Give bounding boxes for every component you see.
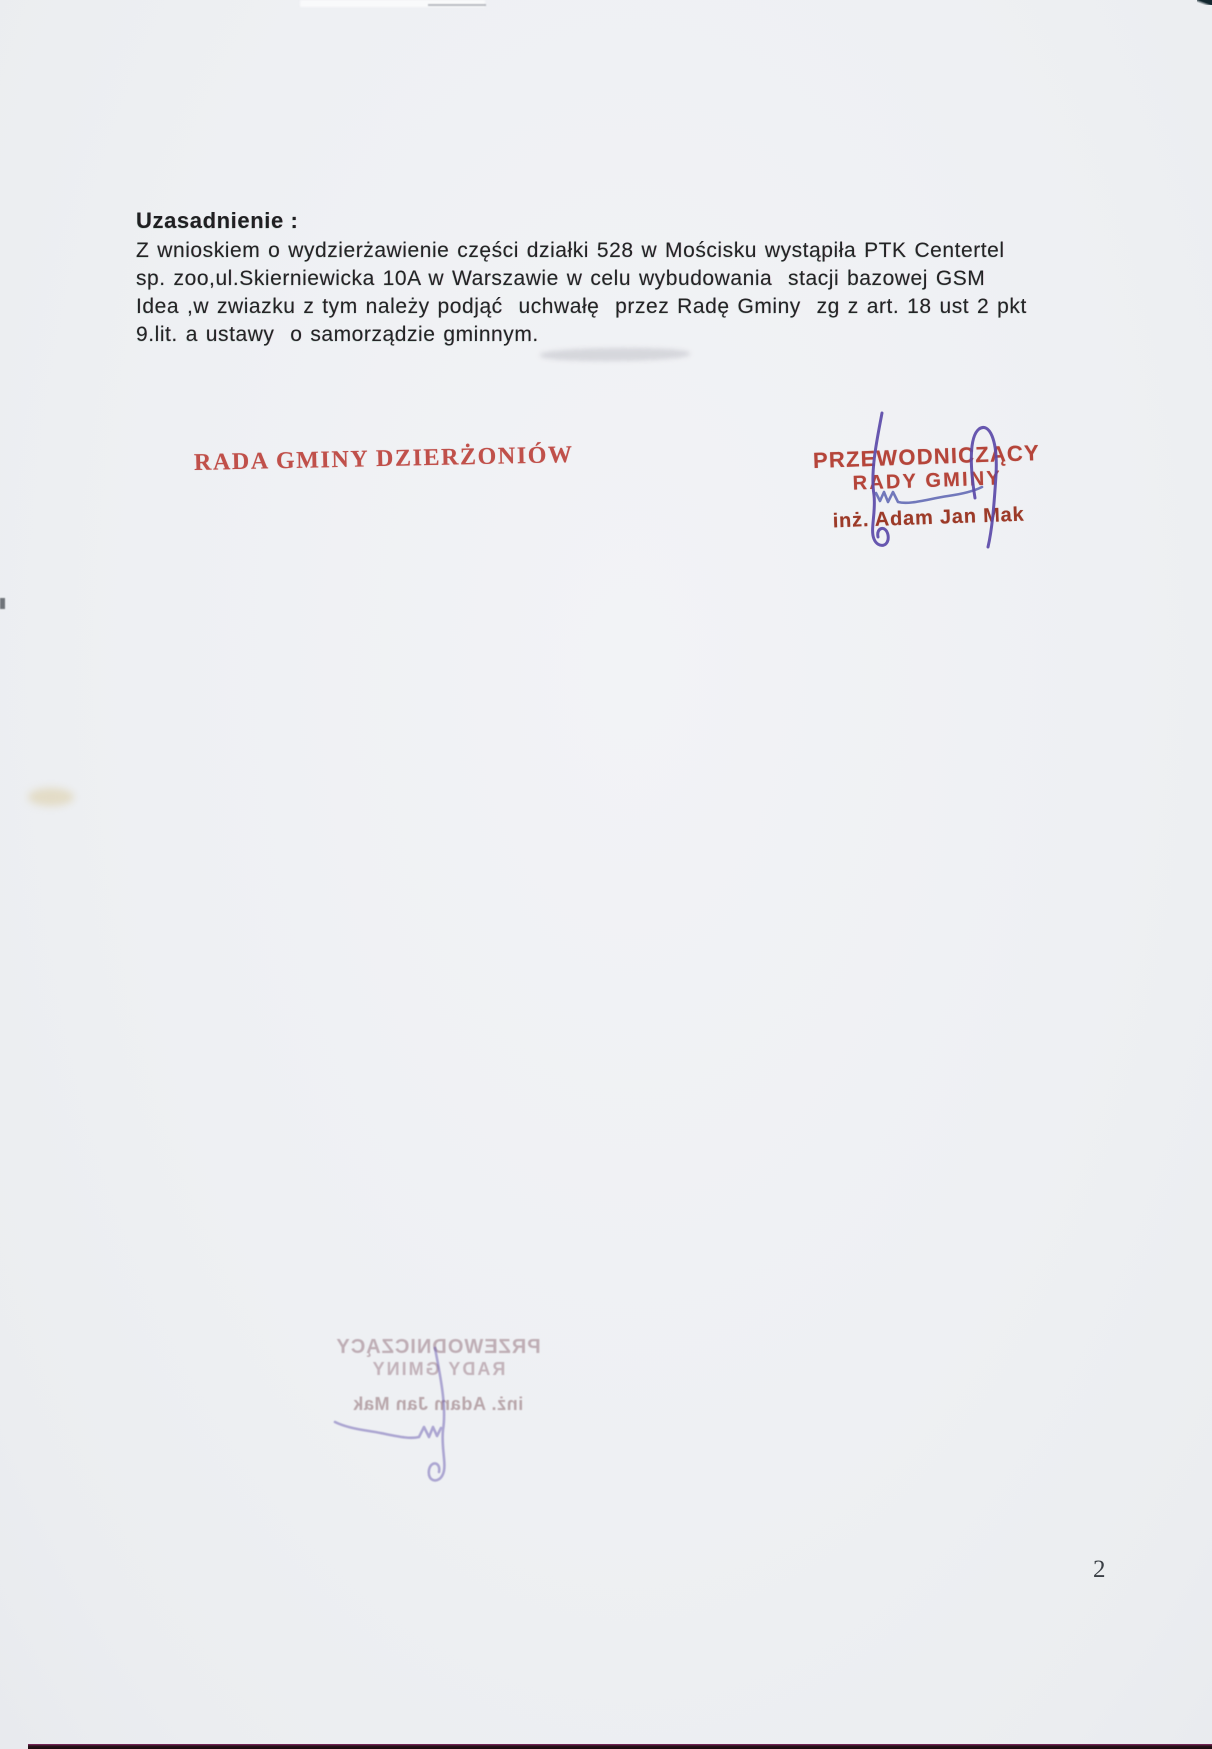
ghost-stamp-subtitle: RADY GMINY bbox=[370, 1359, 506, 1379]
ghost-signature-squiggle bbox=[335, 1422, 441, 1438]
scan-artifact-smudge bbox=[28, 788, 74, 806]
ghost-signature-downstroke bbox=[429, 1348, 445, 1480]
scan-artifact-top-strip-shadow bbox=[428, 4, 486, 6]
signature-squiggle bbox=[876, 487, 982, 503]
chairman-stamp-subtitle: RADY GMINY bbox=[852, 467, 1003, 495]
scan-artifact-bottom-edge bbox=[28, 1744, 1212, 1749]
ghost-stamp-name: inż. Adam Jan Mak bbox=[352, 1394, 524, 1414]
chairman-stamp-name: inż. Adam Jan Mak bbox=[832, 503, 1025, 533]
scan-artifact-ghost-text-smudge bbox=[540, 347, 690, 362]
council-name-stamp: RADA GMINY DZIERŻONIÓW bbox=[193, 442, 574, 476]
paragraph-line-1: Z wnioskiem o wydzierżawienie części działki 528 w Mościsku wystąpiła PTK Centertel bbox=[136, 239, 1005, 262]
signature-downstroke bbox=[873, 413, 889, 545]
signature-loop bbox=[971, 427, 996, 547]
chairman-stamp-title: PRZEWODNICZĄCY bbox=[812, 440, 1041, 473]
scan-artifact-edge-tick bbox=[0, 598, 5, 609]
handwritten-signature bbox=[810, 395, 1050, 565]
paragraph-line-4: 9.lit. a ustawy o samorządzie gminnym. bbox=[136, 323, 539, 346]
justification-paragraph bbox=[136, 237, 1146, 349]
section-heading: Uzasadnienie : bbox=[136, 208, 299, 233]
paragraph-line-2: sp. zoo,ul.Skierniewicka 10A w Warszawie w celu wybudowania stacji bazowej GSM bbox=[136, 267, 986, 290]
signature-bleedthrough-mirrored bbox=[267, 1330, 507, 1500]
ghost-stamp-title: PRZEWODNICZĄCY bbox=[335, 1336, 541, 1358]
paragraph-line-3: Idea ,w zwiazku z tym należy podjąć uchwałę przez Radę Gminy zg z art. 18 ust 2 pkt bbox=[136, 295, 1027, 318]
page-number: 2 bbox=[1093, 1556, 1106, 1583]
scan-artifact-corner-mark bbox=[1197, 0, 1212, 5]
